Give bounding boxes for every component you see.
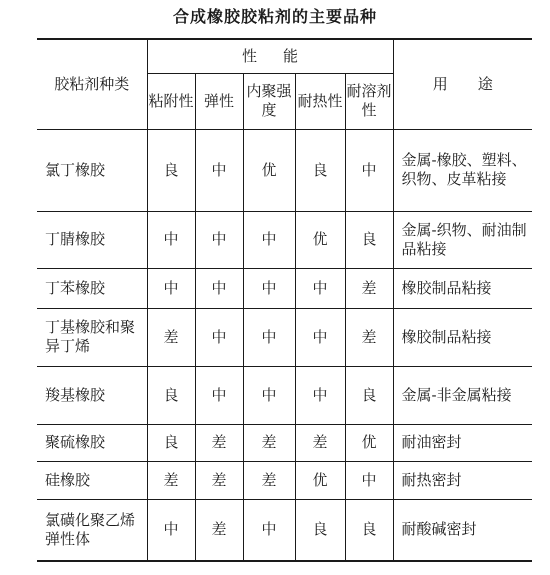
rating-cell: 中 bbox=[195, 129, 243, 211]
rating-cell: 良 bbox=[345, 366, 393, 424]
rating-cell: 差 bbox=[195, 461, 243, 499]
rating-cell: 中 bbox=[195, 366, 243, 424]
rubber-type-cell: 硅橡胶 bbox=[37, 461, 147, 499]
table-row bbox=[37, 499, 532, 561]
rating-cell: 中 bbox=[195, 268, 243, 308]
table-row bbox=[37, 366, 532, 424]
table-row bbox=[37, 424, 532, 461]
rating-cell: 中 bbox=[295, 268, 345, 308]
rating-cell: 中 bbox=[295, 308, 345, 366]
rating-cell: 良 bbox=[147, 366, 195, 424]
rating-cell: 优 bbox=[243, 129, 295, 211]
rating-cell: 良 bbox=[295, 129, 345, 211]
rating-cell: 差 bbox=[345, 268, 393, 308]
header-prop-heat: 耐热性 bbox=[295, 73, 345, 129]
rating-cell: 优 bbox=[295, 461, 345, 499]
header-type: 胶粘剂种类 bbox=[37, 39, 147, 129]
use-cell: 金属-织物、耐油制品粘接 bbox=[393, 211, 532, 268]
table-row bbox=[37, 211, 532, 268]
rating-cell: 差 bbox=[147, 461, 195, 499]
rating-cell: 中 bbox=[243, 211, 295, 268]
header-prop-elasticity: 弹性 bbox=[195, 73, 243, 129]
rating-cell: 中 bbox=[147, 499, 195, 561]
use-cell: 橡胶制品粘接 bbox=[393, 308, 532, 366]
use-cell: 橡胶制品粘接 bbox=[393, 268, 532, 308]
rating-cell: 中 bbox=[295, 366, 345, 424]
rating-cell: 中 bbox=[243, 268, 295, 308]
rating-cell: 中 bbox=[195, 211, 243, 268]
rating-cell: 优 bbox=[295, 211, 345, 268]
rating-cell: 中 bbox=[147, 211, 195, 268]
rating-cell: 中 bbox=[243, 366, 295, 424]
header-prop-solvent: 耐溶剂性 bbox=[345, 73, 393, 129]
rating-cell: 中 bbox=[147, 268, 195, 308]
header-prop-cohesion: 内聚强度 bbox=[243, 73, 295, 129]
rating-cell: 良 bbox=[345, 211, 393, 268]
use-cell: 耐油密封 bbox=[393, 424, 532, 461]
header-prop-adhesion: 粘附性 bbox=[147, 73, 195, 129]
rating-cell: 中 bbox=[195, 308, 243, 366]
rating-cell: 差 bbox=[295, 424, 345, 461]
rubber-type-cell: 氯磺化聚乙烯弹性体 bbox=[37, 499, 147, 561]
header-properties-group: 性能 bbox=[147, 39, 393, 73]
rating-cell: 差 bbox=[147, 308, 195, 366]
header-use: 用途 bbox=[393, 39, 532, 129]
rating-cell: 差 bbox=[345, 308, 393, 366]
use-cell: 金属-橡胶、塑料、织物、皮革粘接 bbox=[393, 129, 532, 211]
rubber-type-cell: 羧基橡胶 bbox=[37, 366, 147, 424]
rubber-type-cell: 丁腈橡胶 bbox=[37, 211, 147, 268]
rating-cell: 差 bbox=[243, 424, 295, 461]
rubber-type-cell: 氯丁橡胶 bbox=[37, 129, 147, 211]
use-cell: 金属-非金属粘接 bbox=[393, 366, 532, 424]
rating-cell: 良 bbox=[147, 129, 195, 211]
rubber-type-cell: 丁基橡胶和聚异丁烯 bbox=[37, 308, 147, 366]
rating-cell: 中 bbox=[243, 308, 295, 366]
use-cell: 耐酸碱密封 bbox=[393, 499, 532, 561]
adhesive-properties-table bbox=[37, 38, 532, 562]
rubber-type-cell: 丁苯橡胶 bbox=[37, 268, 147, 308]
table-row bbox=[37, 268, 532, 308]
rating-cell: 良 bbox=[345, 499, 393, 561]
table-row bbox=[37, 129, 532, 211]
rating-cell: 中 bbox=[243, 499, 295, 561]
rating-cell: 中 bbox=[345, 129, 393, 211]
rating-cell: 优 bbox=[345, 424, 393, 461]
header-row-group bbox=[37, 39, 532, 73]
rating-cell: 差 bbox=[195, 424, 243, 461]
table-row bbox=[37, 461, 532, 499]
rating-cell: 差 bbox=[243, 461, 295, 499]
rating-cell: 良 bbox=[147, 424, 195, 461]
use-cell: 耐热密封 bbox=[393, 461, 532, 499]
rating-cell: 中 bbox=[345, 461, 393, 499]
table-row bbox=[37, 308, 532, 366]
rubber-type-cell: 聚硫橡胶 bbox=[37, 424, 147, 461]
rating-cell: 良 bbox=[295, 499, 345, 561]
rating-cell: 差 bbox=[195, 499, 243, 561]
table-title: 合成橡胶胶粘剂的主要品种 bbox=[172, 7, 377, 26]
